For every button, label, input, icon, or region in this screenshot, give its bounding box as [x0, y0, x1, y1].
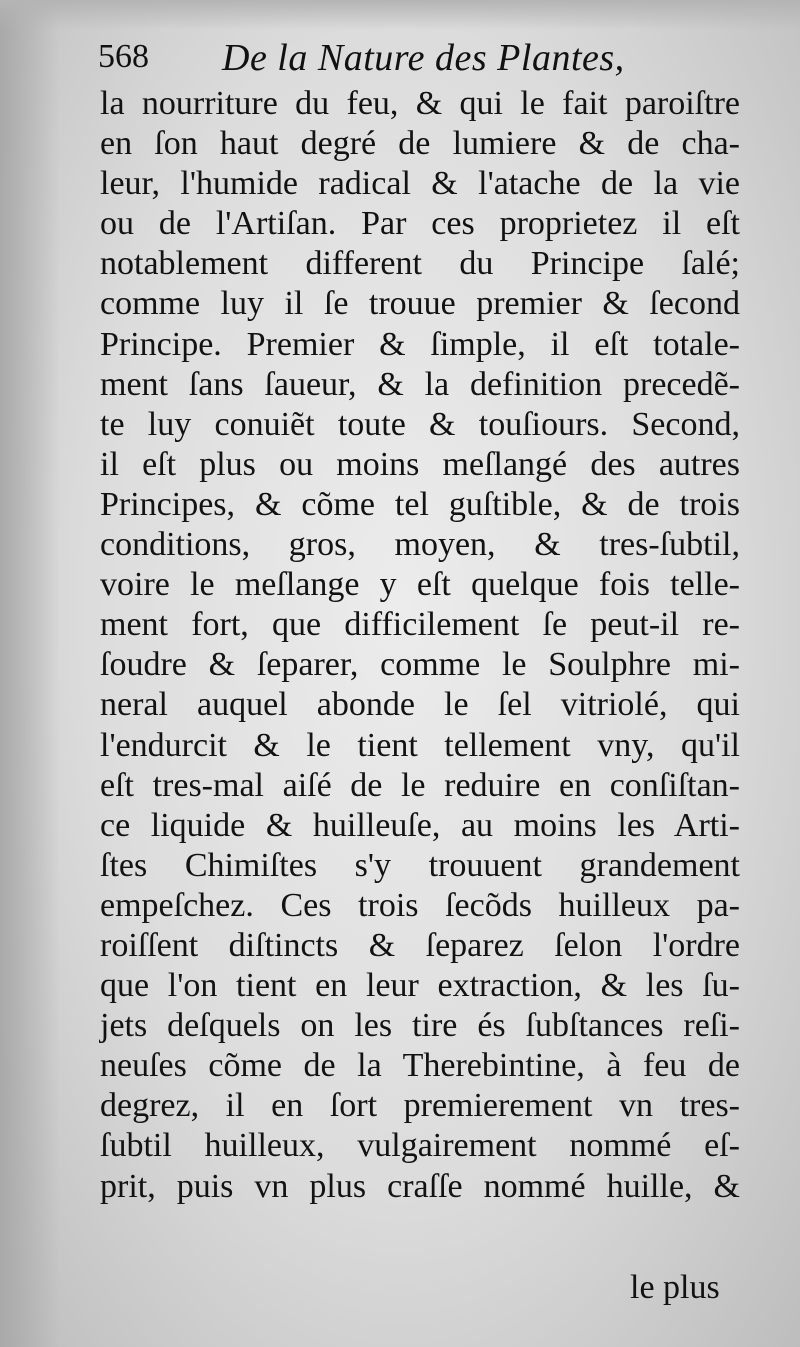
text-line: eſt tres-mal aiſé de le reduire en conſiſtan-: [100, 766, 740, 804]
text-line: Principe. Premier & ſimple, il eſt totale-: [100, 325, 740, 363]
text-line: que l'on tient en leur extraction, & les ſu-: [100, 967, 740, 1005]
text-line: ment fort, que difficilement ſe peut-il re-: [100, 606, 740, 644]
text-line: jets deſquels on les tire és ſubſtances reſi-: [100, 1007, 740, 1045]
text-line: il eſt plus ou moins meſlangé des autres: [100, 445, 740, 483]
text-line: conditions, gros, moyen, & tres-ſubtil,: [100, 526, 740, 564]
catchword: le plus: [630, 1269, 720, 1306]
text-line: notablement different du Principe ſalé;: [100, 245, 740, 283]
text-line: leur, l'humide radical & l'atache de la vie: [100, 165, 740, 203]
text-line: ou de l'Artiſan. Par ces proprietez il eſt: [100, 205, 740, 243]
text-line: te luy conuiẽt toute & touſiours. Second,: [100, 405, 740, 443]
text-line: la nourriture du feu, & qui le fait paroiſtre: [100, 85, 740, 122]
top-edge-shadow: [0, 0, 800, 30]
text-line: comme luy il ſe trouue premier & ſecond: [100, 285, 740, 323]
text-line: en ſon haut degré de lumiere & de cha-: [100, 125, 740, 163]
text-line: ſtes Chimiſtes s'y trouuent grandement: [100, 846, 740, 884]
text-line: l'endurcit & le tient tellement vny, qu'il: [100, 726, 740, 764]
body-text: [100, 84, 740, 1207]
text-line: ment ſans ſaueur, & la definition precedẽ-: [100, 365, 740, 403]
text-line: voire le meſlange y eſt quelque fois telle-: [100, 566, 740, 604]
gutter-shadow: [0, 0, 60, 1347]
page-number: 568: [98, 38, 149, 75]
text-line: ſubtil huilleux, vulgairement nommé eſ-: [100, 1127, 740, 1165]
running-title: De la Nature des Plantes,: [222, 37, 625, 79]
text-line: Principes, & cõme tel guſtible, & de trois: [100, 485, 740, 523]
text-line: degrez, il en ſort premierement vn tres-: [100, 1087, 740, 1125]
text-line: ſoudre & ſeparer, comme le Soulphre mi-: [100, 646, 740, 684]
text-line: empeſchez. Ces trois ſecõds huilleux pa-: [100, 886, 740, 924]
page-header: [98, 36, 748, 88]
text-line: prit, puis vn plus craſſe nommé huille, &: [100, 1167, 740, 1205]
text-line: ce liquide & huilleuſe, au moins les Arti-: [100, 806, 740, 844]
text-line: neuſes cõme de la Therebintine, à feu de: [100, 1047, 740, 1085]
text-line: roiſſent diſtincts & ſeparez ſelon l'ordre: [100, 926, 740, 964]
text-line: neral auquel abonde le ſel vitriolé, qui: [100, 686, 740, 724]
